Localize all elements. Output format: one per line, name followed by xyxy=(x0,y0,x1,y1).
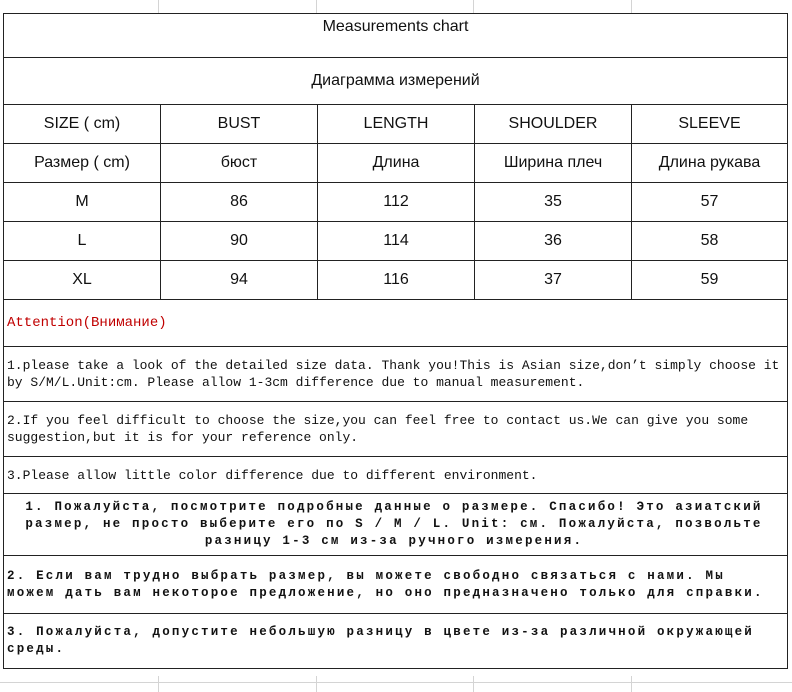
size-cell: M xyxy=(4,183,161,221)
sleeve-cell: 58 xyxy=(700,232,719,249)
note-ru-3: 3. Пожалуйста, допустите небольшую разницу в цвете из-за различной окружающей среды. xyxy=(7,625,754,656)
attention-label: Attention(Внимание) xyxy=(7,314,167,331)
table-row xyxy=(4,261,787,300)
bust-cell: 86 xyxy=(161,183,318,221)
sleeve-cell: 57 xyxy=(700,193,719,210)
length-cell: 112 xyxy=(318,183,475,221)
bust-cell: 90 xyxy=(161,222,318,260)
length-cell: 116 xyxy=(318,261,475,299)
header-row-ru xyxy=(4,144,787,183)
note-row xyxy=(4,402,787,457)
size-cell: L xyxy=(4,222,161,260)
header-shoulder-en: SHOULDER xyxy=(475,105,632,143)
note-en-2: 2.If you feel difficult to choose the size,you can feel free to contact us.We can give you some suggestion,but it is for your reference only. xyxy=(7,413,749,445)
note-en-3: 3.Please allow little color difference due to different environment. xyxy=(7,467,538,483)
note-row xyxy=(4,614,787,668)
size-cell: XL xyxy=(4,261,161,299)
header-sleeve-ru: Длина рукава xyxy=(658,154,761,171)
table-row xyxy=(4,183,787,222)
shoulder-cell: 35 xyxy=(475,183,632,221)
header-sleeve-en: SLEEVE xyxy=(678,115,741,132)
shoulder-cell: 36 xyxy=(475,222,632,260)
note-row xyxy=(4,494,787,556)
bust-cell: 94 xyxy=(161,261,318,299)
shoulder-cell: 37 xyxy=(475,261,632,299)
title-row-en xyxy=(4,14,787,58)
length-cell: 114 xyxy=(318,222,475,260)
header-shoulder-ru: Ширина плеч xyxy=(475,144,632,182)
header-bust-ru: бюст xyxy=(161,144,318,182)
header-bust-en: BUST xyxy=(161,105,318,143)
note-ru-1: 1. Пожалуйста, посмотрите подробные данные о размере. Спасибо! Это азиатский размер, не просто выберите его по S / M / L. Unit: см. Пожалуйста, позвольте разницу 1-3 см из-за ручного измерения. xyxy=(25,500,763,548)
title-row-ru xyxy=(4,58,787,105)
note-en-1: 1.please take a look of the detailed size data. Thank you!This is Asian size,don’t simply choose it by S/M/L.Unit:cm. Please allow 1-3cm difference due to manual measurement. xyxy=(7,358,780,390)
header-size-en: SIZE ( cm) xyxy=(4,105,161,143)
header-length-en: LENGTH xyxy=(318,105,475,143)
header-size-ru: Размер ( cm) xyxy=(4,144,161,182)
note-row xyxy=(4,556,787,614)
title-ru: Диаграмма измерений xyxy=(311,72,480,89)
sleeve-cell: 59 xyxy=(700,271,719,288)
header-row-en xyxy=(4,105,787,144)
measurements-sheet xyxy=(3,13,788,669)
note-ru-2: 2. Если вам трудно выбрать размер, вы можете свободно связаться с нами. Мы можем дать вам некоторое предложение, но оно предназначено только для справки. xyxy=(7,568,764,600)
table-row xyxy=(4,222,787,261)
note-row xyxy=(4,347,787,402)
header-length-ru: Длина xyxy=(318,144,475,182)
note-row xyxy=(4,457,787,494)
title-en: Measurements chart xyxy=(322,17,469,35)
attention-row xyxy=(4,300,787,347)
